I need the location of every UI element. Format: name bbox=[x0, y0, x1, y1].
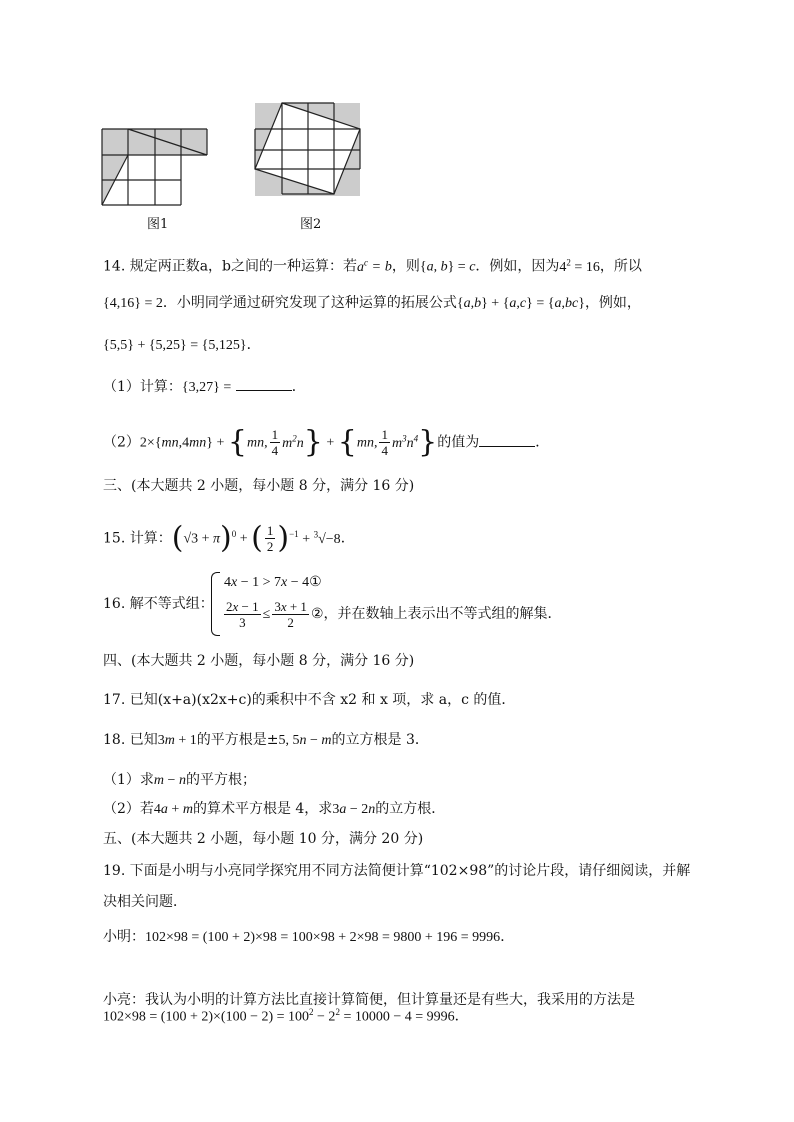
q16-label: 16. 解不等式组： bbox=[103, 596, 214, 612]
system-brace bbox=[211, 572, 220, 636]
q14-part-2: （2）2×{mn,4mn} + {mn, $\frac{1}{4}$ $m^2n\} + \{mn$, $\frac{1}{4}$ $m^3n^4$}的值为 ． bbox=[103, 424, 550, 460]
q18-part-1: （1）求m − n的平方根； bbox=[103, 772, 256, 788]
section-5-heading: 五、(本大题共 2 小题，每小题 10 分，满分 20 分) bbox=[103, 831, 424, 847]
q19-line-2: 决相关问题． bbox=[103, 894, 187, 910]
section-3-heading: 三、(本大题共 2 小题，每小题 8 分，满分 16 分) bbox=[103, 478, 415, 494]
q19-line-1: 19. 下面是小明与小亮同学探究用不同方法简便计算“102×98”的讨论片段，请仔细阅读，并解 bbox=[103, 863, 691, 879]
figure-1-caption: 图1 bbox=[147, 217, 169, 232]
figure-2 bbox=[252, 100, 364, 198]
q14-line-3: {5,5} + {5,25} = {5,125}． bbox=[103, 337, 261, 353]
answer-blank[interactable] bbox=[236, 376, 292, 391]
q17: 17. 已知(x+a)(x2x+c)的乘积中不含 x2 和 x 项，求 a，c 的值． bbox=[103, 692, 516, 708]
q18-part-2: （2）若4a + m的算术平方根是 4，求3a − 2n的立方根． bbox=[103, 801, 446, 817]
xiaoliang-result: $102\times 98 = (100 + 2)\times(100 - 2) = 100^2 - 2^2 = 10000 - 4 = 9996$． bbox=[103, 1007, 469, 1025]
q14-line-2: {4,16} = 2．小明同学通过研究发现了这种运算的拓展公式{a,b} + {a,c} = {a,bc}，例如， bbox=[103, 295, 641, 311]
q18: 18. 已知3m + 1的平方根是±5, 5n − m的立方根是 3． bbox=[103, 732, 429, 748]
xiaoming-calc: 小明：102×98 = (100 + 2)×98 = 100×98 + 2×98 = 9800 + 196 = 9996． bbox=[103, 929, 515, 945]
section-4-heading: 四、(本大题共 2 小题，每小题 8 分，满分 16 分) bbox=[103, 653, 415, 669]
q16-inequality-2: $\frac{2x - 1}{3}$ ≤ $\frac{3x + 1}{2}$ ②，并在数轴上表示出不等式组的解集． bbox=[226, 598, 562, 630]
figure-1 bbox=[100, 127, 212, 209]
q15: 15. 计算：$(√3 + \pi)^0$ + ( $\frac{1}{2}$ )$^{-1}$ + $^3$√−8． bbox=[103, 520, 355, 556]
answer-blank[interactable] bbox=[479, 432, 535, 447]
q14-part-1: （1）计算：{3,27} = ． bbox=[103, 376, 306, 398]
xiaoliang-text: 小亮：我认为小明的计算方法比直接计算简便，但计算量还是有些大，我采用的方法是 bbox=[103, 992, 635, 1008]
q14-line-1: 14. 规定两正数a，b之间的一种运算：若$a^c = b$，则{a, b} = c．例如，因为$4^2 = 16$，所以 bbox=[103, 257, 642, 275]
figure-2-caption: 图2 bbox=[300, 217, 322, 232]
q16-inequality-1: 4x − 1 > 7x − 4① bbox=[224, 575, 322, 590]
